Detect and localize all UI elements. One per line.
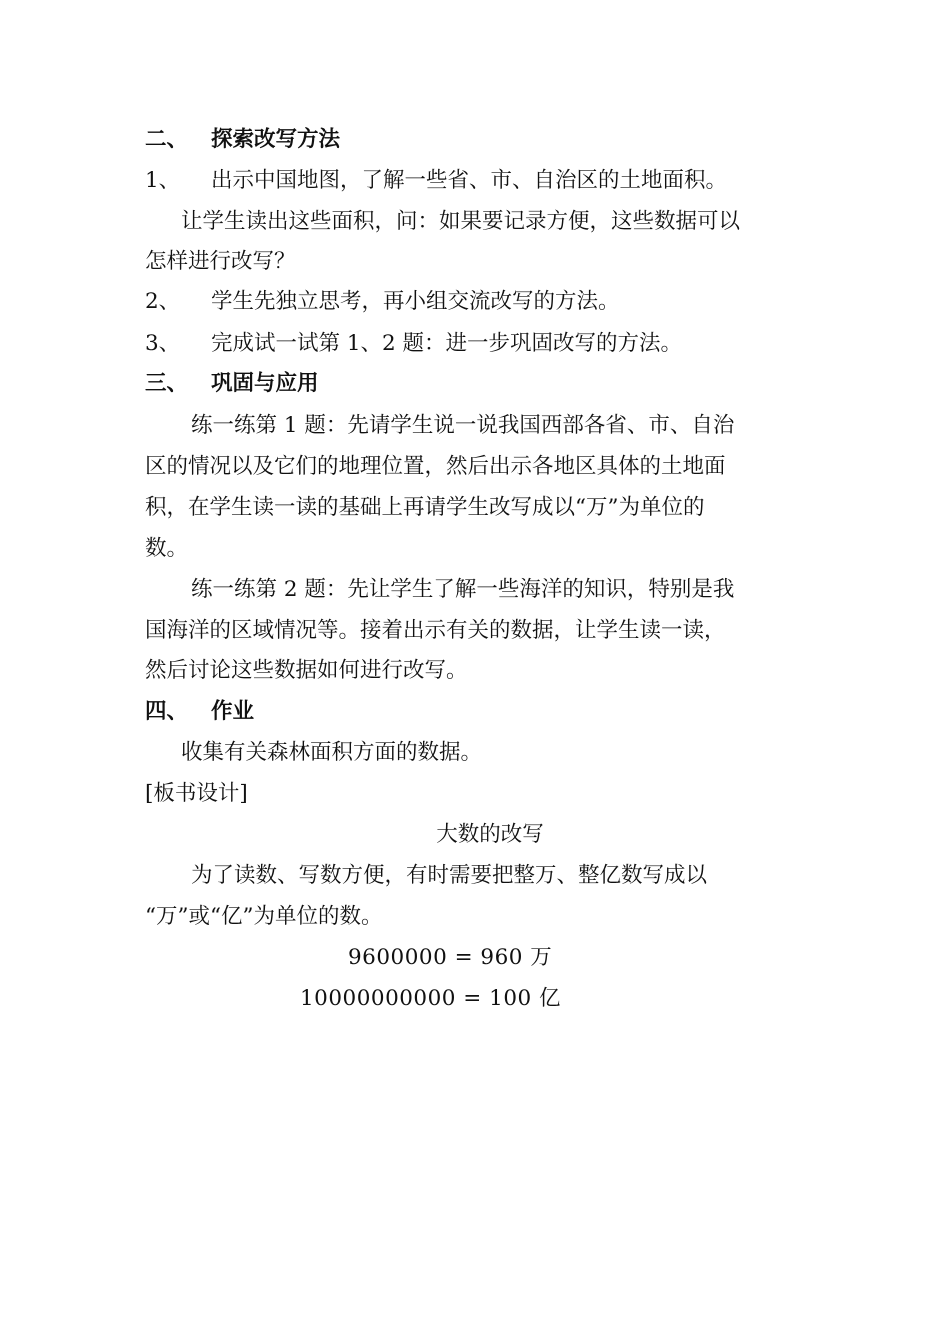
paragraph-line: 积，在学生读一读的基础上再请学生改写成以“万”为单位的 xyxy=(145,495,705,520)
section-4-number: 四、 xyxy=(145,699,189,724)
paragraph-line: 然后讨论这些数据如何进行改写。 xyxy=(145,658,468,683)
paragraph-line: 数。 xyxy=(145,536,189,561)
paragraph-line: 国海洋的区域情况等。接着出示有关的数据，让学生读一读， xyxy=(145,618,726,643)
list-item xyxy=(145,330,682,358)
section-2-title: 探索改写方法 xyxy=(211,127,341,152)
item-text: 完成试一试第 1、2 题：进一步巩固改写的方法。 xyxy=(211,331,683,356)
paragraph-line: 练一练第 1 题：先请学生说一说我国西部各省、市、自治 xyxy=(191,413,735,438)
list-item xyxy=(145,288,620,316)
item-text: 学生先独立思考，再小组交流改写的方法。 xyxy=(211,289,620,314)
paragraph-line: 怎样进行改写？ xyxy=(145,249,296,274)
section-3-number: 三、 xyxy=(145,371,189,396)
item-text: 出示中国地图，了解一些省、市、自治区的土地面积。 xyxy=(211,168,728,193)
item-number: 3、 xyxy=(145,331,181,356)
list-item xyxy=(145,167,727,195)
equation-1: 9600000 = 960 万 xyxy=(348,945,553,970)
paragraph-line: 区的情况以及它们的地理位置，然后出示各地区具体的土地面 xyxy=(145,454,726,479)
paragraph-line: 让学生读出这些面积，问：如果要记录方便，这些数据可以 xyxy=(181,209,741,234)
paragraph-line: 练一练第 2 题：先让学生了解一些海洋的知识，特别是我 xyxy=(191,577,735,602)
section-4-heading xyxy=(145,698,254,726)
equation-2: 10000000000 = 100 亿 xyxy=(300,986,562,1011)
board-title: 大数的改写 xyxy=(436,822,544,847)
section-2-heading xyxy=(145,126,340,154)
board-label: [板书设计] xyxy=(145,781,248,806)
section-4-title: 作业 xyxy=(211,699,255,724)
section-3-heading xyxy=(145,370,319,398)
item-number: 1、 xyxy=(145,168,181,193)
paragraph-line: “万”或“亿”为单位的数。 xyxy=(145,904,383,929)
paragraph-line: 为了读数、写数方便，有时需要把整万、整亿数写成以 xyxy=(191,863,708,888)
section-2-number: 二、 xyxy=(145,127,189,152)
item-number: 2、 xyxy=(145,289,181,314)
paragraph-line: 收集有关森林面积方面的数据。 xyxy=(181,740,483,765)
section-3-title: 巩固与应用 xyxy=(211,371,319,396)
